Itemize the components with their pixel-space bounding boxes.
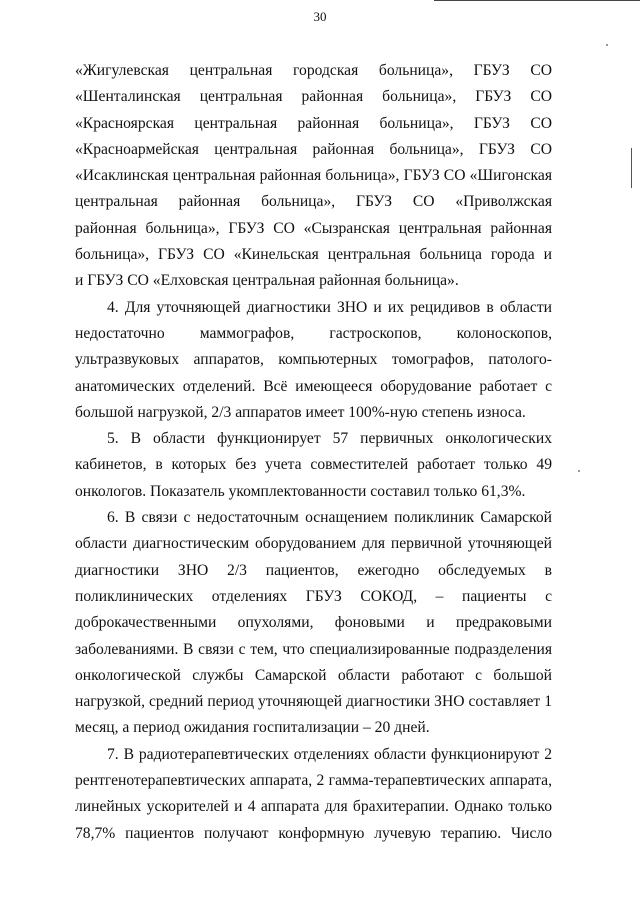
scan-edge-line <box>434 0 640 1</box>
paragraph-4-start: 4. Для уточняющей диагностики ЗНО и их рецидивов в области <box>107 298 552 316</box>
text-line: «Красноармейская центральная районная больница», ГБУЗ СО <box>75 140 552 158</box>
scan-speck <box>606 44 608 46</box>
text-line: доброкачественными опухолями, фоновыми и предраковыми <box>75 614 552 632</box>
paragraph-6-start: 6. В связи с недостаточным оснащением поликлиник Самарской <box>107 509 552 527</box>
paragraph-5-start: 5. В области функционирует 57 первичных онкологических <box>107 430 552 448</box>
text-line: «Шенталинская центральная районная больница», ГБУЗ СО <box>75 88 552 106</box>
text-line: месяц, а период ожидания госпитализации – 20 дней. <box>75 719 430 737</box>
document-body <box>75 58 552 847</box>
text-line: районная больница», ГБУЗ СО «Сызранская центральная районная <box>75 219 552 237</box>
text-line: 78,7% пациентов получают конформную лучевую терапию. Число <box>75 824 552 842</box>
text-line: анатомических отделений. Всё имеющееся оборудование работает с <box>75 377 552 395</box>
text-line: заболеваниями. В связи с тем, что специализированные подразделения <box>75 640 552 658</box>
text-line: онкологической службы Самарской области работают с большой <box>75 666 552 684</box>
text-line: большой нагрузкой, 2/3 аппаратов имеет 100%-ную степень износа. <box>75 403 526 421</box>
text-line: «Жигулевская центральная городская больница», ГБУЗ СО <box>75 62 552 79</box>
page-number: 30 <box>313 9 327 24</box>
scan-margin-mark <box>631 148 632 188</box>
text-line: рентгенотерапевтических аппарата, 2 гамма-терапевтических аппарата, <box>75 772 552 790</box>
paragraph-7-start: 7. В радиотерапевтических отделениях области функционируют 2 <box>107 745 552 763</box>
text-line: центральная районная больница», ГБУЗ СО «Приволжская <box>75 193 552 211</box>
text-line: «Исаклинская центральная районная больница», ГБУЗ СО «Шигонская <box>75 167 552 185</box>
text-line: и ГБУЗ СО «Елховская центральная районная больница». <box>75 272 459 290</box>
text-line: недостаточно маммографов, гастроскопов, колоноскопов, <box>75 324 552 342</box>
text-line: ультразвуковых аппаратов, компьютерных томографов, патолого- <box>75 351 552 369</box>
text-line: кабинетов, в которых без учета совместителей работает только 49 <box>75 456 552 474</box>
scan-speck <box>578 470 580 472</box>
text-line: нагрузкой, средний период уточняющей диагностики ЗНО составляет 1 <box>75 693 552 711</box>
text-line: больница», ГБУЗ СО «Кинельская центральная больница города и <box>75 246 552 264</box>
text-line: поликлинических отделениях ГБУЗ СОКОД, – пациенты с <box>75 587 552 605</box>
text-line: диагностики ЗНО 2/3 пациентов, ежегодно обследуемых в <box>75 561 552 579</box>
text-line: онкологов. Показатель укомплектованности составил только 61,3%. <box>75 482 526 500</box>
text-line: области диагностическим оборудованием для первичной уточняющей <box>75 535 552 553</box>
text-line: «Красноярская центральная районная больница», ГБУЗ СО <box>75 114 552 132</box>
text-line: линейных ускорителей и 4 аппарата для брахитерапии. Однако только <box>75 798 552 816</box>
